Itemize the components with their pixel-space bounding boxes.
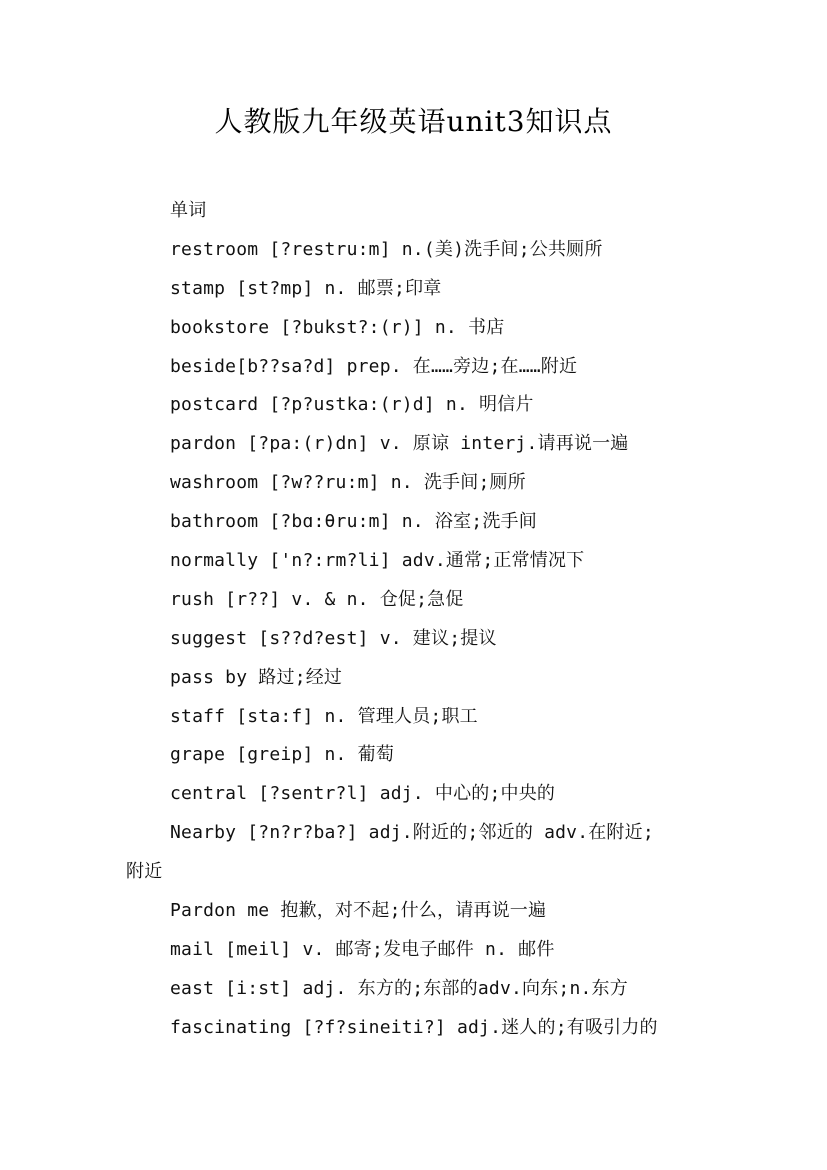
document-title: 人教版九年级英语unit3知识点	[214, 105, 613, 138]
vocab-line: bookstore [?bukst?:(r)] n. 书店	[170, 316, 505, 338]
vocab-line: suggest [s??d?est] v. 建议;提议	[170, 627, 497, 649]
vocab-line: washroom [?w??ru:m] n. 洗手间;厕所	[170, 472, 526, 494]
vocab-line: bathroom [?bɑ:θru:m] n. 浴室;洗手间	[170, 511, 537, 533]
vocab-line: pass by 路过;经过	[170, 666, 343, 688]
vocabulary-list	[0, 192, 827, 1048]
vocab-line: Nearby [?n?r?ba?] adj.附近的;邻近的 adv.在附近;	[170, 822, 654, 844]
section-heading: 单词	[170, 200, 207, 221]
vocab-line-continuation: 附近	[126, 861, 163, 883]
vocab-line: normally ['n?:rm?li] adv.通常;正常情况下	[170, 550, 585, 572]
vocab-line: restroom [?restru:m] n.(美)洗手间;公共厕所	[170, 238, 603, 260]
vocab-line: grape [greip] n. 葡萄	[170, 744, 395, 766]
vocab-line: rush [r??] v. & n. 仓促;急促	[170, 588, 464, 610]
vocab-line: staff [sta:f] n. 管理人员;职工	[170, 705, 478, 727]
vocab-line: stamp [st?mp] n. 邮票;印章	[170, 277, 442, 299]
vocab-line: Pardon me 抱歉，对不起;什么，请再说一遍	[170, 900, 547, 922]
vocab-line: fascinating [?f?sineiti?] adj.迷人的;有吸引力的	[170, 1016, 658, 1038]
vocab-line: pardon [?pa:(r)dn] v. 原谅 interj.请再说一遍	[170, 433, 629, 455]
vocab-line: east [i:st] adj. 东方的;东部的adv.向东;n.东方	[170, 977, 628, 999]
vocab-line: mail [meil] v. 邮寄;发电子邮件 n. 邮件	[170, 938, 555, 960]
vocab-line: postcard [?p?ustka:(r)d] n. 明信片	[170, 394, 534, 416]
vocab-line: beside[b??sa?d] prep. 在……旁边;在……附近	[170, 355, 578, 377]
vocab-line: central [?sentr?l] adj. 中心的;中央的	[170, 783, 556, 805]
